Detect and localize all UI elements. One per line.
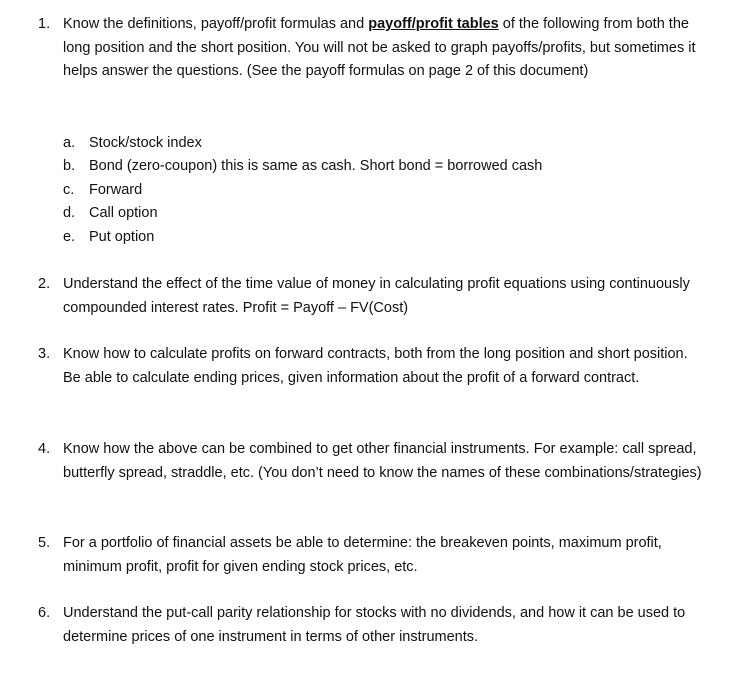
sublist-letter: d. bbox=[63, 205, 76, 222]
list-item-text: Know how the above can be combined to get other financial instruments. For example: call spread, butterfly spread, straddle, etc. (You don’t need to know the names of these combinations/strategies) bbox=[63, 441, 702, 481]
sublist-item-c bbox=[63, 179, 663, 202]
sublist-text: Call option bbox=[89, 205, 158, 222]
sublist-letter: e. bbox=[63, 228, 76, 245]
list-number: 1. bbox=[38, 16, 51, 32]
list-item-text: Know how to calculate profits on forward contracts, both from the long position and short position. Be able to calculate ending prices, given information about the profit of a forward contract. bbox=[63, 346, 688, 386]
text-segment: of the following from both the long position and the short position. You will not be asked to graph payoffs/profits, but sometimes it helps answer the questions. (See the payoff formulas on page 2 of this document) bbox=[63, 16, 696, 80]
sublist-text: Stock/stock index bbox=[89, 135, 202, 151]
text-segment: Know the definitions, payoff/profit formulas and bbox=[63, 16, 369, 32]
list-number: 5. bbox=[38, 535, 51, 551]
sublist-letter: b. bbox=[63, 158, 76, 175]
list-number: 3. bbox=[38, 346, 51, 362]
sublist-text: Put option bbox=[89, 228, 155, 245]
sublist-letter: a. bbox=[63, 135, 76, 151]
list-item-text: Understand the effect of the time value of money in calculating profit equations using continuously compounded interest rates. Profit = Payoff – FV(Cost) bbox=[63, 276, 690, 316]
underlined-emphasis: payoff/profit tables bbox=[368, 16, 499, 32]
list-number: 4. bbox=[38, 441, 51, 457]
sublist-text: Bond (zero-coupon) this is same as cash. Short bond = borrowed cash bbox=[89, 158, 543, 175]
sublist-item-a bbox=[63, 132, 663, 155]
list-item-text bbox=[63, 13, 708, 84]
sublist-item-d bbox=[63, 202, 663, 225]
list-item-4 bbox=[38, 438, 718, 485]
list-item-6 bbox=[38, 602, 718, 649]
sublist-item-b bbox=[63, 155, 663, 178]
list-number: 6. bbox=[38, 605, 51, 621]
list-number: 2. bbox=[38, 276, 51, 292]
list-item-5 bbox=[38, 532, 718, 579]
list-item-text: For a portfolio of financial assets be able to determine: the breakeven points, maximum profit, minimum profit, profit for given ending stock prices, etc. bbox=[63, 535, 662, 575]
sublist-letter: c. bbox=[63, 181, 75, 198]
sublist bbox=[63, 132, 663, 249]
list-item-2 bbox=[38, 273, 718, 320]
list-item-3 bbox=[38, 343, 718, 390]
sublist-text: Forward bbox=[89, 181, 143, 198]
sublist-item-e bbox=[63, 226, 663, 249]
list-item-text: Understand the put-call parity relationship for stocks with no dividends, and how it can be used to determine prices of one instrument in terms of other instruments. bbox=[63, 605, 686, 645]
list-item-1 bbox=[38, 13, 718, 84]
